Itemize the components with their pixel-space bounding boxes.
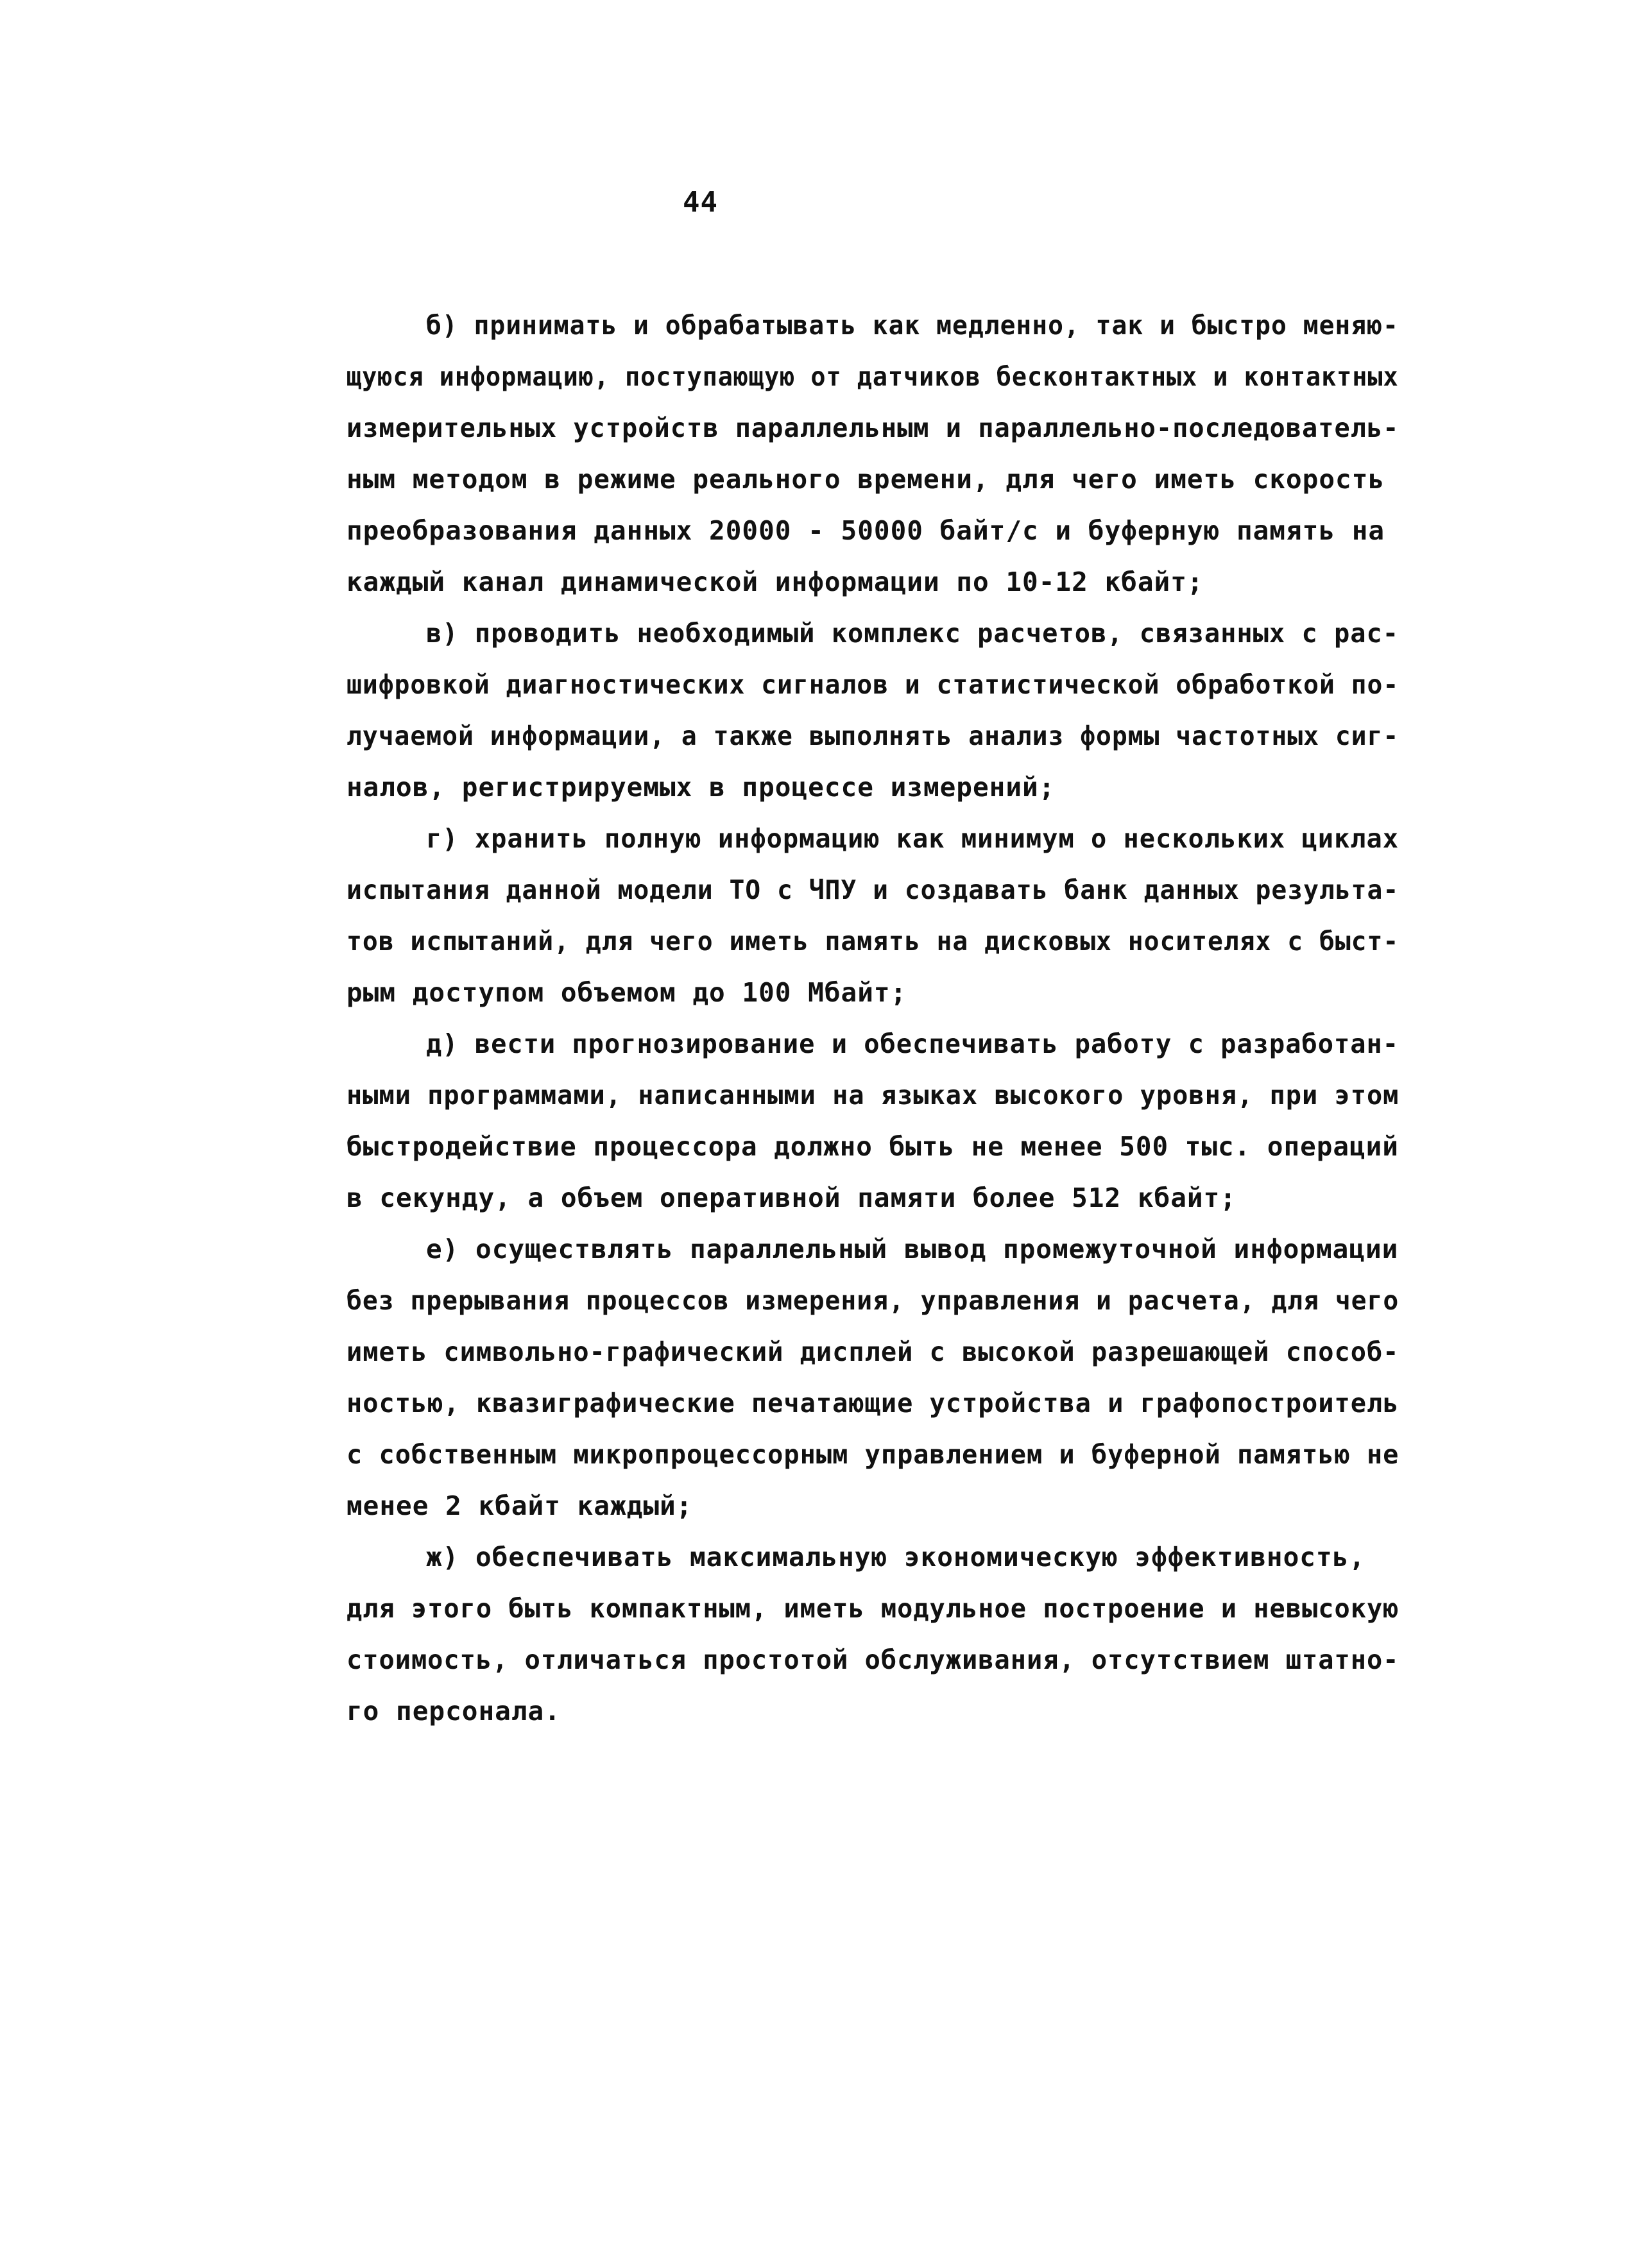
text-line: б) принимать и обрабатывать как медленно, так и быстро меняю- (426, 310, 1399, 341)
text-line: д) вести прогнозирование и обеспечивать работу с разработан- (426, 1028, 1399, 1059)
text-line: с собственным микропроцессорным управлением и буферной памятью не (347, 1439, 1399, 1470)
text-line: шифровкой диагностических сигналов и статистической обработкой по- (347, 669, 1399, 700)
text-line: измерительных устройств параллельным и параллельно-последователь- (347, 413, 1399, 443)
text-line: для этого быть компактным, иметь модульное построение и невысокую (347, 1593, 1399, 1624)
text-line: быстродействие процессора должно быть не менее 500 тыс. операций (347, 1131, 1399, 1162)
text-line: ностью, квазиграфические печатающие устройства и графопостроитель (347, 1388, 1399, 1419)
text-line: го персонала. (347, 1696, 561, 1727)
text-line: ж) обеспечивать максимальную экономическую эффективность, (426, 1542, 1365, 1573)
text-line: каждый канал динамической информации по 10-12 кбайт; (347, 567, 1204, 597)
text-line: е) осуществлять параллельный вывод промежуточной информации (426, 1234, 1399, 1265)
text-line: без прерывания процессов измерения, управления и расчета, для чего (347, 1285, 1399, 1316)
text-line: тов испытаний, для чего иметь память на дисковых носителях с быст- (347, 926, 1399, 957)
text-line: лучаемой информации, а также выполнять анализ формы частотных сиг- (347, 720, 1399, 751)
text-line: ными программами, написанными на языках высокого уровня, при этом (347, 1080, 1399, 1111)
text-line: менее 2 кбайт каждый; (347, 1490, 693, 1521)
text-line: г) хранить полную информацию как минимум о нескольких циклах (426, 823, 1399, 854)
text-line: щуюся информацию, поступающую от датчиков бесконтактных и контактных (347, 361, 1399, 392)
text-line: в) проводить необходимый комплекс расчетов, связанных с рас- (426, 618, 1399, 649)
text-line: рым доступом объемом до 100 Мбайт; (347, 977, 907, 1008)
text-line: испытания данной модели ТО с ЧПУ и создавать банк данных результа- (347, 874, 1399, 905)
text-line: ным методом в режиме реального времени, для чего иметь скорость (347, 464, 1385, 495)
text-line: налов, регистрируемых в процессе измерений; (347, 772, 1056, 803)
page-number: 44 (683, 186, 718, 219)
text-line: преобразования данных 20000 - 50000 байт/с и буферную память на (347, 515, 1385, 546)
text-line: иметь символьно-графический дисплей с высокой разрешающей способ- (347, 1336, 1399, 1367)
text-line: стоимость, отличаться простотой обслуживания, отсутствием штатно- (347, 1644, 1399, 1675)
text-line: в секунду, а объем оперативной памяти более 512 кбайт; (347, 1182, 1237, 1213)
